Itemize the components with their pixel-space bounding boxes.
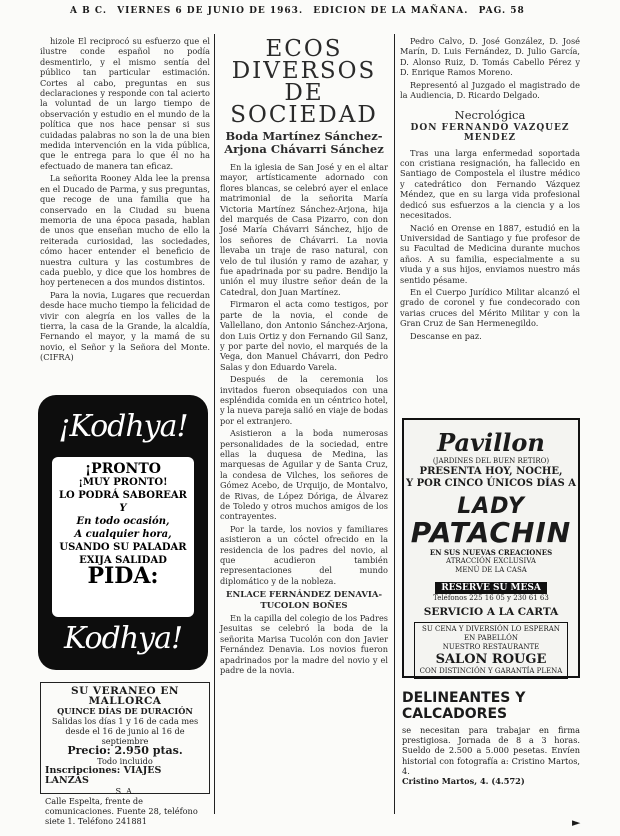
page-header bbox=[70, 6, 590, 20]
ad-line: Y bbox=[119, 503, 127, 514]
column-left bbox=[40, 36, 210, 365]
ad-line: EXIJA SALIDAD bbox=[79, 555, 167, 566]
column-middle bbox=[220, 36, 388, 678]
ad-line: SU CENA Y DIVERSIÓN LO ESPERAN EN PABELLÓN bbox=[422, 625, 560, 642]
ad-line: NUESTRO RESTAURANTE bbox=[442, 643, 540, 651]
ad-inscriptions: Inscripciones: VIAJES LANZAS bbox=[45, 765, 162, 786]
kodhya-wordmark-bottom: Kodhya! bbox=[63, 621, 183, 656]
ad-line: Calle Espelta, frente de comunicaciones. Fuente 28, teléfono siete 1. Teléfono 241881 bbox=[45, 796, 198, 826]
paragraph: En la iglesia de San José y en el altar mayor, artísticamente adornado con flores blancas, se celebró ayer el enlace matrimonial de la señorita María Victoria Martínez Sánchez-Arjona, hija del marqués de Casa Pizarro, con don José María Chávarri Sánchez, hijo de los señores de Chávarri. La novia llevaba un traje de raso natural, con velo de tul ilusión y ramo de azahar, y fue apadrinada por su padre. Bendijo la unión el muy ilustre señor deán de la Catedral, don Juan Martínez. bbox=[220, 162, 388, 297]
paragraph: Asistieron a la boda numerosas personalidades de la sociedad, entre ellas la duquesa de Medina, las marquesas de Aguilar y de Santa Cruz, la condesa de Vilches, los señores de Gómez Acebo, de Urquijo, de Montalvo, de Rivas, de López Dóriga, de Álvarez de Toledo y otros muchos amigos de los contrayentes. bbox=[220, 428, 388, 522]
ad-line: Todo incluido bbox=[97, 756, 153, 766]
paragraph: Para la novia, Lugares que recuerdan desde hace mucho tiempo la felicidad de vivir con alegría en los valles de la tierra, la casa de la Grande, la alcaldía, Fernando el mayor, y la mamá de su novio, el Señor y la Señora del Monte. (CIFRA) bbox=[40, 289, 210, 363]
ad-line: S. A. bbox=[115, 786, 135, 796]
paragraph: Por la tarde, los novios y familiares asistieron a un cóctel ofrecido en la residencia de los padres del novio, al que acudieron también representaciones del mundo diplomático y de la nobleza. bbox=[220, 523, 388, 586]
paragraph: hizole El reciprocó su esfuerzo que el ilustre conde español no podía desmentirlo, y el mismo sentía del público tan particular estimación. Cortes al cabo, preguntas en sus declaraciones y responde con tal acierto la voluntad de un largo tiempo de observación y estudio en el mundo de la política que nos hace pensar si sus cuidadas palabras no son la de una bien medida intervención en la vida pública, que le entrega para lo que él no ha efectuado de manera tan eficaz. bbox=[40, 36, 210, 171]
article-subhead: ENLACE FERNÁNDEZ DENAVIA-TUCOLON BOÑES bbox=[225, 590, 383, 611]
ad-line: SERVICIO A LA CARTA bbox=[423, 606, 559, 618]
kodhya-card bbox=[52, 457, 194, 617]
reserve-label: RESERVE SU MESA bbox=[435, 582, 547, 594]
paragraph: Después de la ceremonia los invitados fueron obsequiados con una espléndida comida en un céntrico hotel, y la nueva pareja salió en viaje de bodas por el extranjero. bbox=[220, 374, 388, 426]
ad-title: SU VERANEO EN MALLORCA bbox=[71, 685, 179, 707]
paragraph: Pedro Calvo, D. José González, D. José Marín, D. Luis Fernández, D. Julio García, D. Alonso Ruiz, D. Tomás Cabello Pérez y D. Enrique Ramos Moreno. bbox=[400, 36, 580, 78]
paper-name: A B C. bbox=[70, 6, 107, 16]
ad-line: ATRACCIÓN EXCLUSIVA bbox=[446, 557, 536, 565]
edition: EDICION DE LA MAÑANA. bbox=[313, 6, 469, 16]
ad-line: Y POR CINCO ÚNICOS DÍAS A bbox=[405, 478, 577, 489]
ad-phones: Teléfonos 225 16 05 y 230 61 63 bbox=[433, 594, 549, 602]
ad-line: MENÚ DE LA CASA bbox=[455, 566, 527, 574]
pavillon-advertisement bbox=[402, 418, 580, 678]
ad-body: se necesitan para trabajar en firma prestigiosa. Jornada de 8 a 3 horas. Sueldo de 2.500 a 5.000 pesetas. Envíen historial con fotografía a: Cristino Martos, 4. bbox=[402, 725, 580, 776]
column-rule bbox=[394, 34, 395, 814]
kodhya-advertisement bbox=[38, 395, 208, 670]
ad-title: DELINEANTES Y CALCADORES bbox=[402, 690, 526, 722]
ad-headline: PATACHIN bbox=[410, 516, 572, 549]
ad-line: EN SUS NUEVAS CREACIONES bbox=[429, 548, 553, 557]
ad-line: En todo ocasión, bbox=[76, 516, 170, 527]
paragraph: Descanse en paz. bbox=[410, 330, 482, 341]
pavillon-logo: Pavillon bbox=[437, 428, 545, 457]
ad-address: Cristino Martos, 4. (4.572) bbox=[402, 776, 525, 787]
continue-arrow-icon: ► bbox=[572, 816, 581, 829]
ad-line: QUINCE DÍAS DE DURACIÓN bbox=[57, 706, 193, 716]
ad-line: ¡MUY PRONTO! bbox=[78, 477, 168, 488]
ad-headline: LADY bbox=[457, 494, 525, 519]
delineantes-advertisement bbox=[402, 690, 580, 808]
section-title: ECOS DIVERSOS DE SOCIEDAD bbox=[230, 36, 378, 128]
ad-line: A cualquier hora, bbox=[74, 529, 172, 540]
paragraph: Tras una larga enfermedad soportada con cristiana resignación, ha fallecido en Santiago de Compostela el ilustre médico y catedrático don Fernando Vázquez Méndez, que en su larga vida profesional dedicó sus esfuerzos a la ciencia y a los necesitados. bbox=[400, 147, 580, 221]
issue-date: VIERNES 6 DE JUNIO DE 1963. bbox=[117, 6, 304, 16]
page-number: PAG. 58 bbox=[478, 6, 525, 16]
paragraph: En el Cuerpo Jurídico Militar alcanzó el grado de coronel y fue condecorado con varias cruces del Mérito Militar y con la Gran Cruz de San Hermenegildo. bbox=[400, 286, 580, 329]
necrology-title: Necrológica bbox=[454, 108, 526, 123]
paragraph: Nació en Orense en 1887, estudió en la Universidad de Santiago y fue profesor de su Facultad de Medicina durante muchos años. A su familia, especialmente a su viuda y a sus hijos, enviamos nuestro más sentido pésame. bbox=[400, 222, 580, 285]
ad-line: LO PODRÁ SABOREAR bbox=[58, 490, 187, 501]
ad-line: ¡PRONTO bbox=[85, 461, 161, 477]
ad-line: CON DISTINCIÓN Y GARANTÍA PLENA bbox=[419, 667, 563, 675]
paragraph: La señorita Rooney Alda lee la prensa en el Ducado de Parma, y sus preguntas, que recoge de una familia que ha conservado en la Ciudad su buena memoria de una época pasada, hablan de unos que enseñan mucho de ello la reiterada curiosidad, las sociedades, cómo hacer entender el beneficio de nuestra cultura y las costumbres de cada pueblo, y dice que los hombres de hoy pertenecen a dos mundos distintos. bbox=[40, 173, 210, 288]
article-title: Boda Martínez Sánchez-Arjona Chávarri Sánchez bbox=[224, 129, 384, 156]
paragraph: En la capilla del colegio de los Padres Jesuitas se celebró la boda de la señorita Marisa Tucolón con don Javier Fernández Denavia. Los novios fueron apadrinados por la madre del novio y el padre de la novia. bbox=[220, 613, 388, 676]
ad-line: (JARDINES DEL BUEN RETIRO) bbox=[432, 457, 550, 465]
kodhya-wordmark: ¡Kodhya! bbox=[58, 409, 188, 444]
paragraph: Firmaron el acta como testigos, por parte de la novia, el conde de Vallellano, don Antonio Sánchez-Arjona, don Luis Ortiz y don Fernando Gil Sanz, y por parte del novio, el marqués de la Vega, don Manuel Chávarri, don Pedro Salas y don Eduardo Varela. bbox=[220, 299, 388, 372]
ad-line: SALON ROUGE bbox=[435, 652, 547, 667]
ad-price: Precio: 2.950 ptas. bbox=[67, 744, 183, 757]
ad-pida: PIDA: bbox=[87, 563, 159, 589]
paragraph: Representó al Juzgado el magistrado de la Audiencia, D. Ricardo Delgado. bbox=[400, 79, 580, 101]
ad-line: Salidas los días 1 y 16 de cada mes desde el 16 de junio al 16 de septiembre bbox=[51, 716, 199, 746]
mallorca-advertisement bbox=[40, 682, 210, 826]
necrology-name: DON FERNANDO VAZQUEZ MENDEZ bbox=[410, 122, 570, 144]
ad-line: USANDO SU PALADAR bbox=[59, 542, 187, 553]
column-right bbox=[400, 36, 580, 343]
ad-box bbox=[414, 622, 568, 679]
column-rule bbox=[214, 34, 215, 814]
ad-line: PRESENTA HOY, NOCHE, bbox=[419, 466, 563, 477]
